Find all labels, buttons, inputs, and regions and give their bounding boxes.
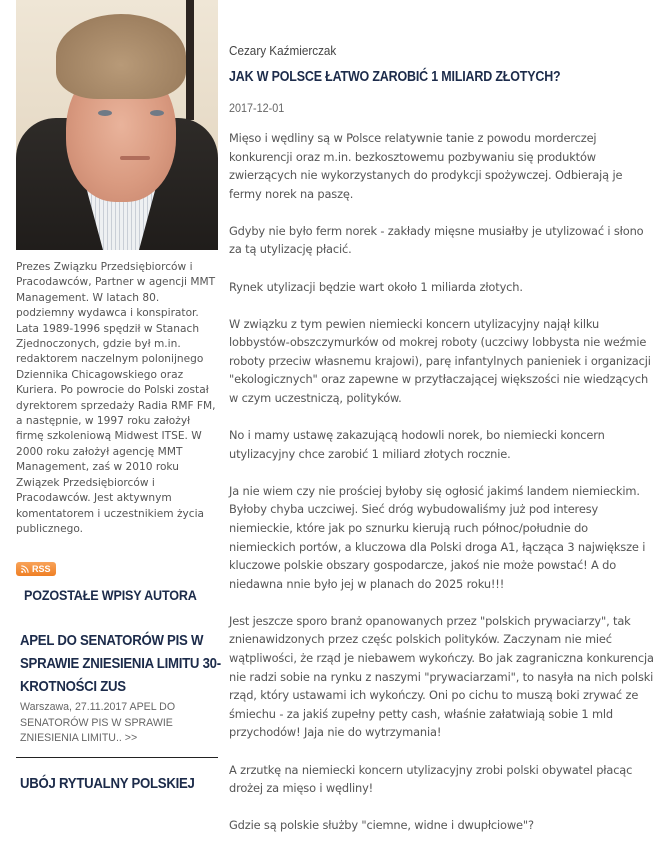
article-date: 2017-12-01 — [229, 101, 285, 115]
article-paragraph: Jest jeszcze sporo branż opanowanych przez "polskich prywaciarzy", tak znienawidzonych przez częśc polskich polityków. Zaczynam nie mieć wątpliwości, że rząd je niebawem wykończy. Bo jak zagraniczna konkurencja nie radzi sobie na rynku z naszymi "prywaciarzami", to nasyła na nich polski rząd, który ustawami ich wykończy. Oni po cichu to muszą boki zrywać ze śmiechu - za jakiś zupełny petty cash, właśnie załatwiają sobie 1 mld przychodów! Jaja nie do wytrzymania! — [229, 613, 654, 740]
article-paragraph: A zrzutkę na niemiecki koncern utylizacyjny zrobi polski obywatel płacąc drożej za mięso i wędliny! — [229, 762, 633, 796]
article-author: Cezary Kaźmierczak — [229, 43, 337, 58]
article-paragraph: W związku z tym pewien niemiecki koncern utylizacyjny najął kilku lobbystów-obszczymurków od mokrej roboty (uczciwy lobbysta nie weźmie roboty przeciw własnemu krajowi), parę infantylnych panieniek i organizacji "ekologicznych" oraz zapewne w przytłaczającej większości nie wiedzących w czym uczestniczą, polityków. — [229, 316, 651, 406]
photo-eye — [98, 110, 112, 116]
article-paragraph: No i mamy ustawę zakazującą hodowli norek, bo niemiecki koncern utylizacyjny chce zarobić 1 miliard złotych rocznie. — [229, 428, 605, 461]
article-main — [229, 0, 654, 853]
other-post-title-link[interactable]: UBÓJ RYTUALNY POLSKIEJ — [20, 774, 195, 792]
article-title: JAK W POLSCE ŁATWO ZAROBIĆ 1 MILIARD ZŁOTYCH? — [229, 69, 561, 85]
author-photo — [16, 0, 218, 250]
photo-background-detail — [186, 0, 194, 120]
other-post-item — [20, 629, 221, 746]
article-paragraph: Gdyby nie było ferm norek - zakłady mięsne musiałby je utylizować i słono za tą utylizację płacić. — [229, 223, 644, 257]
post-divider — [16, 757, 218, 758]
other-post-title-link[interactable]: APEL DO SENATORÓW PIS W SPRAWIE ZNIESIENIA LIMITU 30-KROTNOŚCI ZUS — [20, 632, 221, 696]
other-posts-heading: POZOSTAŁE WPISY AUTORA — [24, 587, 197, 604]
other-post-excerpt-link[interactable]: Warszawa, 27.11.2017 APEL DO SENATORÓW PIS W SPRAWIE ZNIESIENIA LIMITU.. >> — [20, 701, 176, 745]
photo-hair — [56, 14, 186, 99]
article-paragraph: Gdzie są polskie służby "ciemne, widne i dwupłciowe"? — [229, 818, 534, 833]
article-paragraph: Rynek utylizacji będzie wart około 1 miliarda złotych. — [229, 279, 523, 294]
rss-button[interactable] — [16, 562, 56, 576]
photo-eye — [150, 110, 164, 116]
article-body — [229, 129, 654, 835]
rss-label: RSS — [32, 564, 51, 575]
author-bio: Prezes Związku Przedsiębiorców i Pracodawców, Partner w agencji MMT Management. W latach 80. podziemny wydawca i konspirator. Lata 1989-1996 spędził w Stanach Zjednoczonych, gdzie był m.in. redaktorem naczelnym polonijnego Dziennika Chicagowskiego oraz Kuriera. Po powrocie do Polski został dyrektorem sprzedaży Radia RMF FM, a następnie, w 1997 roku założył firmę szkoleniową Midwest ITSE. W 2000 roku założył agencję MMT Management, zaś w 2010 roku Związek Przedsiębiorców i Pracodawców. Jest aktywnym komentatorem i uczestnikiem życia publicznego. — [16, 261, 216, 535]
article-paragraph: Mięso i wędliny są w Polsce relatywnie tanie z powodu morderczej konkurencji oraz m.in. bezkosztowemu pozbywaniu się produktów zwierzących nie wykorzystanych do prodykcji spożywczej. Odbierają je fermy norek na paszę. — [229, 131, 623, 201]
photo-mouth — [120, 156, 150, 160]
rss-icon — [21, 565, 29, 573]
article-paragraph: Ja nie wiem czy nie prościej byłoby się ogłosić jakimś landem niemieckim. Byłoby chyba uczciwej. Sieć dróg wybudowaliśmy już pod interesy niemieckie, które jak po sznurku kierują ruch północ/południe do niemieckich portów, a kluczowa dla Polski droga A1, łącząca 3 największe i kluczowe polskie obszary gospodarcze, jakoś nie może powstać! A do niedawna nnie było jej w planach do 2025 roku!!! — [229, 483, 646, 591]
author-sidebar — [16, 0, 221, 795]
